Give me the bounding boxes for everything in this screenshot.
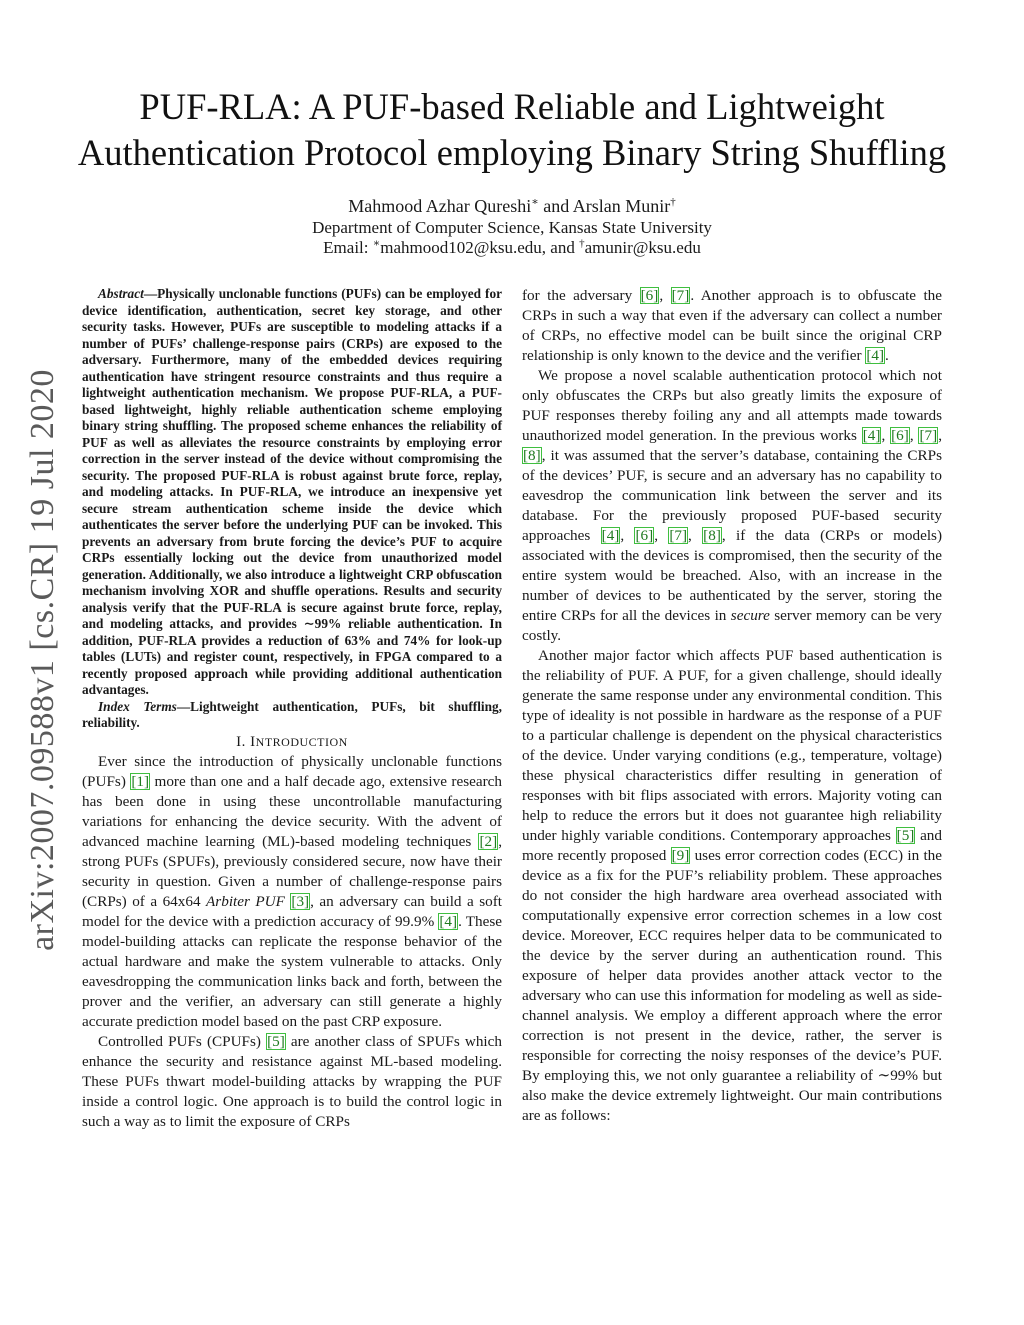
affiliation: Department of Computer Science, Kansas State University <box>312 218 712 237</box>
abstract-text: —Physically unclonable functions (PUFs) can be employed for device identification, authentication, secret key storage, and other security tasks. However, PUFs are susceptible to modeling attacks if a number of PUFs’ challenge-response pairs (CRPs) are exposed to the adversary. Furthermore, many of the embedded devices requiring authentication have stringent resource constraints and thus require a lightweight authentication mechanism. We propose PUF-RLA, a PUF-based lightweight, highly reliable authentication scheme employing binary string shuffling. The proposed scheme enhances the reliability of PUF as well as alleviates the resource constraints by employing error correction in the server instead of the device without compromising the security. The proposed PUF-RLA is robust against brute force, replay, and modeling attacks. In PUF-RLA, we introduce an inexpensive yet secure stream authentication scheme inside the device which authenticates the server before the underlying PUF can be invoked. This prevents an adversary from brute forcing the device’s PUF to acquire CRPs essentially locking out the device from unauthorized model generation. Additionally, we also introduce a lightweight CRP obfuscation mechanism involving XOR and shuffle operations. Results and security analysis verify that the PUF-RLA is secure against brute force, replay, and modeling attacks, and provides ∼99% reliable authentication. In addition, PUF-RLA provides a reduction of 63% and 74% for look-up tables (LUTs) and register count, respectively, in FPGA compared to a recently proposed approach while providing additional authentication advantages. <box>82 286 502 697</box>
right-column <box>522 286 942 1126</box>
author-names <box>0 196 1024 216</box>
email-2-mark: † <box>579 237 585 250</box>
citation-link[interactable]: [4] <box>439 912 458 930</box>
citation-link[interactable]: [4] <box>601 527 620 544</box>
arxiv-identifier: arXiv:2007.09588v1 [cs.CR] 19 Jul 2020 <box>24 369 61 951</box>
citation-link[interactable]: [6] <box>891 427 909 444</box>
citation-link[interactable]: [4] <box>866 347 885 364</box>
title-line-1: PUF-RLA: A PUF-based Reliable and Lightweight <box>139 86 885 127</box>
author-2: Arslan Munir <box>572 196 671 216</box>
author-1-mark: ∗ <box>531 196 539 208</box>
abstract-lead: Abstract <box>98 286 144 301</box>
abstract <box>82 286 502 699</box>
author-conjunction: and <box>538 196 573 216</box>
citation-link[interactable]: [6] <box>635 527 654 544</box>
citation-link[interactable]: [5] <box>896 827 915 844</box>
intro-paragraph-3: We propose a novel scalable authentication protocol which not only obfuscates the CRPs but also greatly limits the exposure of PUF responses thereby foiling any and all attempts made towards unauthorized model generation. In the previous works [4], [6], [7], [8], it was assumed that the server’s database, containing the CRPs of the devices’ PUF, is secure and an adversary has no capability to eavesdrop the communication link between the server and its database. For the previously proposed PUF-based security approaches [4], [6], [7], [8], if the data (CRPs or models) associated with the devices is compromised, then the security of the entire system would be breached. Also, with an increase in the number of devices to be authenticated by the server, storing the entire CRPs for all the devices in secure server memory can be very costly. <box>522 367 943 644</box>
intro-paragraph-1: Ever since the introduction of physically unclonable functions (PUFs) [1] more than one and a half decade ago, extensive research has been done in using these uncontrollable manufacturing variations for enhancing the device security. With the advent of advanced machine learning (ML)-based modeling techniques [2], strong PUFs (SPUFs), previously considered secure, now have their security in question. Given a number of challenge-response pairs (CRPs) of a 64x64 Arbiter PUF [3], an adversary can build a soft model for the device with a prediction accuracy of 99.9% [4]. These model-building attacks can replicate the response behavior of the actual hardware and make the system vulnerable to attacks. Only eavesdropping the communication links back and forth, between the prover and the verifier, an adversary can still generate a highly accurate prediction model based on the past CRP exposure. <box>82 752 503 1030</box>
arxiv-side-stamp <box>8 370 78 950</box>
citation-link[interactable]: [4] <box>862 427 881 444</box>
citation-link[interactable]: [7] <box>669 527 688 544</box>
citation-link[interactable]: [9] <box>671 847 690 864</box>
section-heading-introduction: I. INTRODUCTION <box>236 733 348 750</box>
email-line <box>0 238 1024 258</box>
index-terms-lead: Index Terms <box>98 698 177 714</box>
email-1-mark: ∗ <box>372 237 381 250</box>
intro-paragraph-4: Another major factor which affects PUF based authentication is the reliability of PUF. A PUF, for a given challenge, should ideally generate the same response under any environmental condition. This type of ideality is not possible in hardware as the response of a PUF to a particular challenge is dependent on the physical characteristics of the device. Under varying conditions (e.g., temperature, voltage) these physical characteristics differ resulting in generation of responses with bit flips associated with errors. Majority voting can help to reduce the errors but it does not guarantee high reliability under highly variable conditions. Contemporary approaches [5] and more recently proposed [9] uses error correction codes (ECC) in the device as a fix for the PUF’s reliability problem. These approaches do not consider the high hardware area overhead associated with computationally expensive error correction schemes in a low cost device. Moreover, ECC requires helper data to be communicated to the device by the server during an authentication round. This exposure of helper data provides another attack vector to the adversary who can use this information for modeling as well as side-channel analysis. We employ a different approach where the error correction is not present in the device, rather, the server is responsible for correcting the noisy responses of the device’s PUF. By employing this, we not only guarantee a reliability of ∼99% but also make the device extremely lightweight. Our main contributions are as follows: <box>522 647 942 1124</box>
citation-link[interactable]: [8] <box>523 447 541 464</box>
citation-link[interactable]: [6] <box>640 287 659 304</box>
intro-paragraph-2-continued: for the adversary [6], [7]. Another approach is to obfuscate the CRPs in such a way that even if the adversary can collect a number of CRPs, no effective model can be built since the original CRP relationship is only known to the device and the verifier [4]. <box>522 287 943 364</box>
author-block <box>0 196 1024 258</box>
email-prefix: Email: <box>323 238 373 257</box>
intro-paragraph-2: Controlled PUFs (CPUFs) [5] are another class of SPUFs which enhance the security and resistance against ML-based modeling. These PUFs thwart model-building attacks by wrapping the PUF inside a control logic. One approach is to build the control logic in such a way as to limit the exposure of CRPs <box>82 1032 502 1130</box>
author-1: Mahmood Azhar Qureshi <box>348 196 532 216</box>
citation-link[interactable]: [7] <box>919 427 938 444</box>
citation-link[interactable]: [5] <box>267 1032 285 1050</box>
citation-link[interactable]: [1] <box>131 772 150 790</box>
paper-title <box>0 84 1024 176</box>
citation-link[interactable]: [2] <box>479 832 498 850</box>
citation-link[interactable]: [7] <box>671 287 690 304</box>
author-2-mark: † <box>670 196 676 208</box>
citation-link[interactable]: [8] <box>703 527 721 544</box>
email-2[interactable]: amunir@ksu.edu <box>584 238 701 257</box>
citation-link[interactable]: [3] <box>291 892 310 910</box>
index-terms <box>82 699 502 732</box>
title-line-2: Authentication Protocol employing Binary String Shuffling <box>77 132 947 173</box>
email-1[interactable]: mahmood102@ksu.edu, and <box>380 238 580 257</box>
left-column <box>82 286 502 1132</box>
index-terms-text: —Lightweight authentication, PUFs, bit shuffling, reliability. <box>82 698 502 730</box>
